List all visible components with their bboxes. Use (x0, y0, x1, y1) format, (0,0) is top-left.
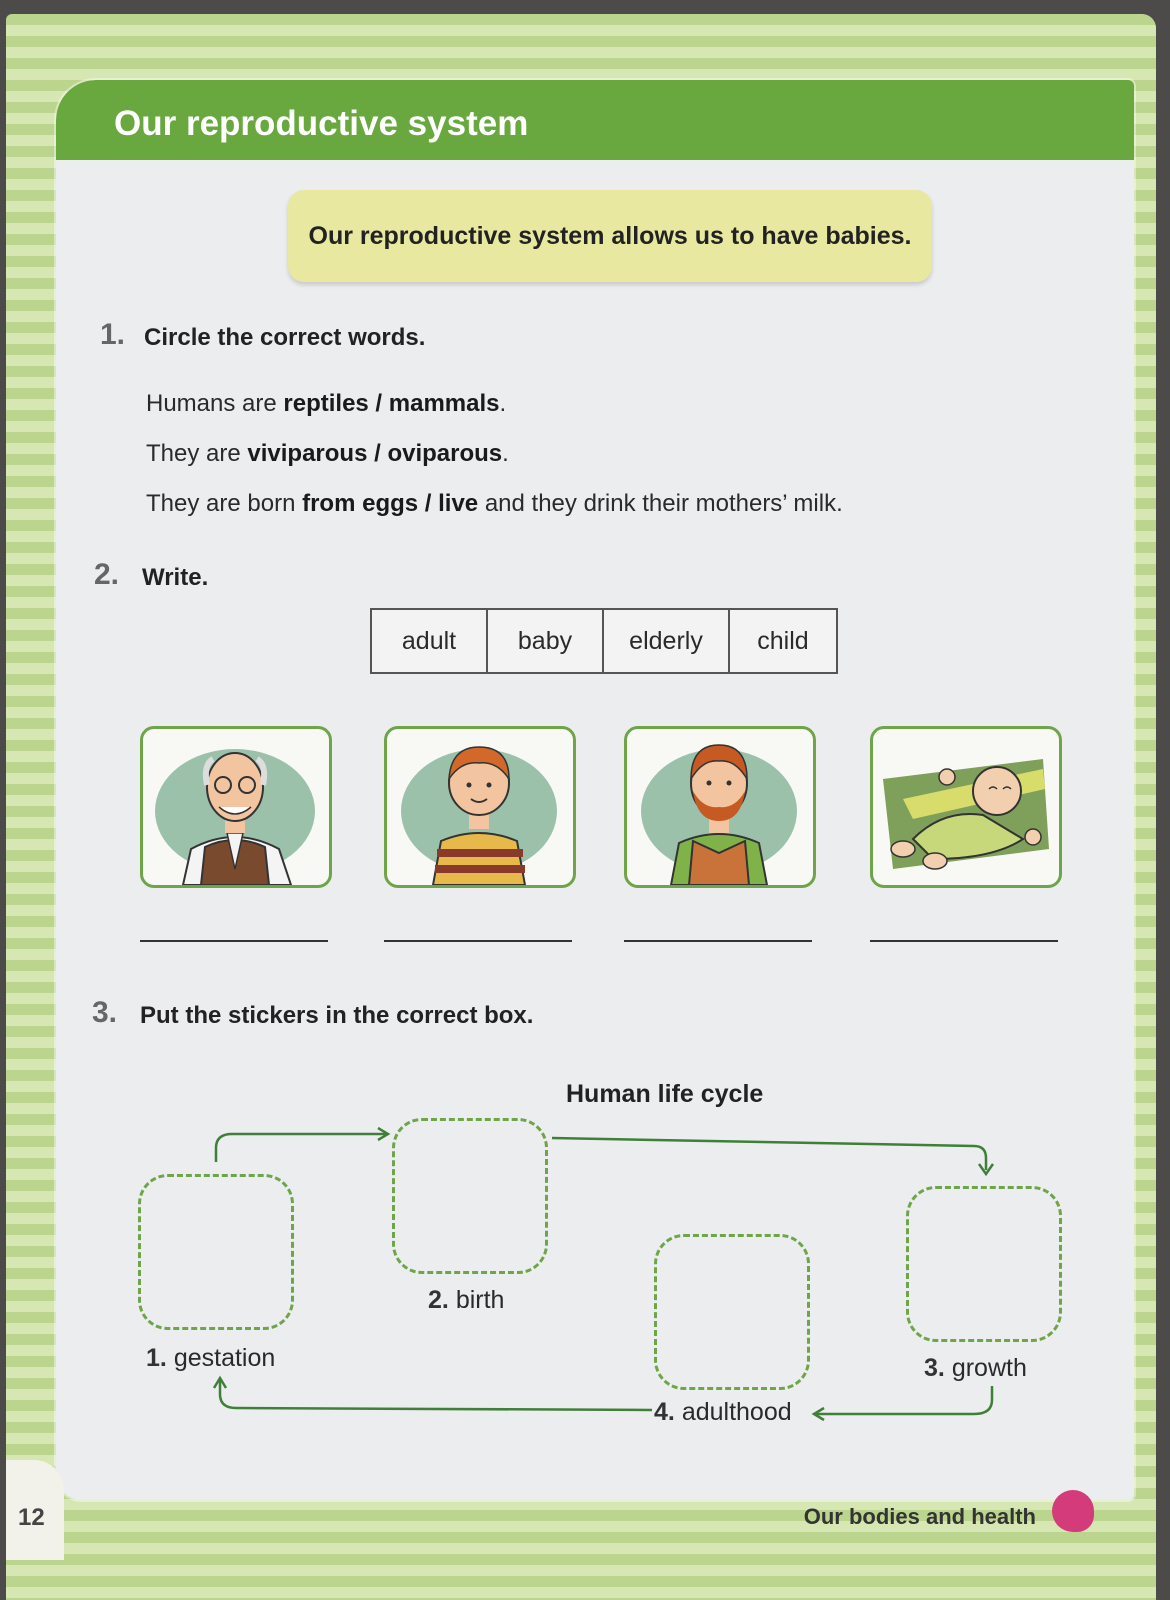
key-fact-banner: Our reproductive system allows us to have babies. (288, 190, 932, 282)
page-header (56, 80, 1134, 160)
elderly-man-illustration (143, 729, 329, 885)
answer-line-4[interactable] (870, 940, 1058, 942)
stage-text-3: growth (951, 1354, 1027, 1382)
question-3-instruction: Put the stickers in the correct box. (140, 1002, 534, 1029)
question-2-number: 2. (94, 558, 120, 591)
question-3-number: 3. (92, 996, 118, 1029)
sentence-1-text: Humans are (146, 390, 284, 417)
baby-illustration (873, 729, 1059, 885)
sentence-1-end: . (499, 390, 507, 417)
content-panel (56, 80, 1134, 1500)
sticker-box-gestation[interactable] (138, 1174, 294, 1330)
sentence-3-end: and they drink their mothers’ milk. (478, 490, 843, 517)
word-baby: baby (488, 610, 604, 672)
elderly-man-picture (140, 726, 332, 888)
boy-picture (384, 726, 576, 888)
sticker-box-birth[interactable] (392, 1118, 548, 1274)
stage-number-1: 1. (146, 1344, 167, 1372)
sticker-box-growth[interactable] (906, 1186, 1062, 1342)
sentence-3 (146, 490, 843, 518)
answer-line-2[interactable] (384, 940, 572, 942)
sentence-2-choice[interactable]: viviparous / oviparous (247, 440, 503, 467)
workbook-page (6, 14, 1156, 1600)
stage-number-4: 4. (654, 1398, 675, 1426)
baby-picture (870, 726, 1062, 888)
sentence-2 (146, 440, 509, 468)
question-1-number: 1. (100, 318, 126, 351)
sentence-1 (146, 390, 506, 418)
stage-label-growth (924, 1354, 1027, 1383)
sentence-2-text: They are (146, 440, 248, 467)
word-child: child (757, 626, 809, 655)
stage-label-adulthood (654, 1398, 792, 1427)
page-number-tab (6, 1460, 64, 1560)
word-elderly: elderly (604, 610, 730, 672)
adult-man-picture (624, 726, 816, 888)
sentence-2-end: . (502, 440, 509, 467)
section-marker-icon (1052, 1490, 1094, 1532)
sentence-3-text: They are born (146, 490, 303, 517)
stage-number-2: 2. (428, 1286, 449, 1314)
sticker-box-adulthood[interactable] (654, 1234, 810, 1390)
answer-line-1[interactable] (140, 940, 328, 942)
sentence-1-choice[interactable]: reptiles / mammals (283, 390, 500, 417)
stage-label-gestation (146, 1344, 275, 1373)
boy-illustration (387, 729, 573, 885)
word-bank (370, 608, 838, 674)
page-title: Our reproductive system (114, 104, 529, 143)
stage-text-1: gestation (173, 1344, 276, 1372)
sentence-3-choice[interactable]: from eggs / live (302, 490, 479, 517)
section-title: Our bodies and health (803, 1504, 1036, 1529)
cycle-title: Human life cycle (566, 1080, 764, 1108)
adult-man-illustration (627, 729, 813, 885)
question-2-instruction: Write. (142, 564, 209, 591)
stage-text-4: adulthood (681, 1398, 792, 1426)
stage-number-3: 3. (924, 1354, 945, 1382)
word-adult: adult (372, 610, 488, 672)
question-1-instruction: Circle the correct words. (144, 324, 426, 351)
answer-line-3[interactable] (624, 940, 812, 942)
page-number: 12 (18, 1504, 45, 1531)
stage-label-birth (428, 1286, 504, 1315)
stage-text-2: birth (455, 1286, 505, 1314)
